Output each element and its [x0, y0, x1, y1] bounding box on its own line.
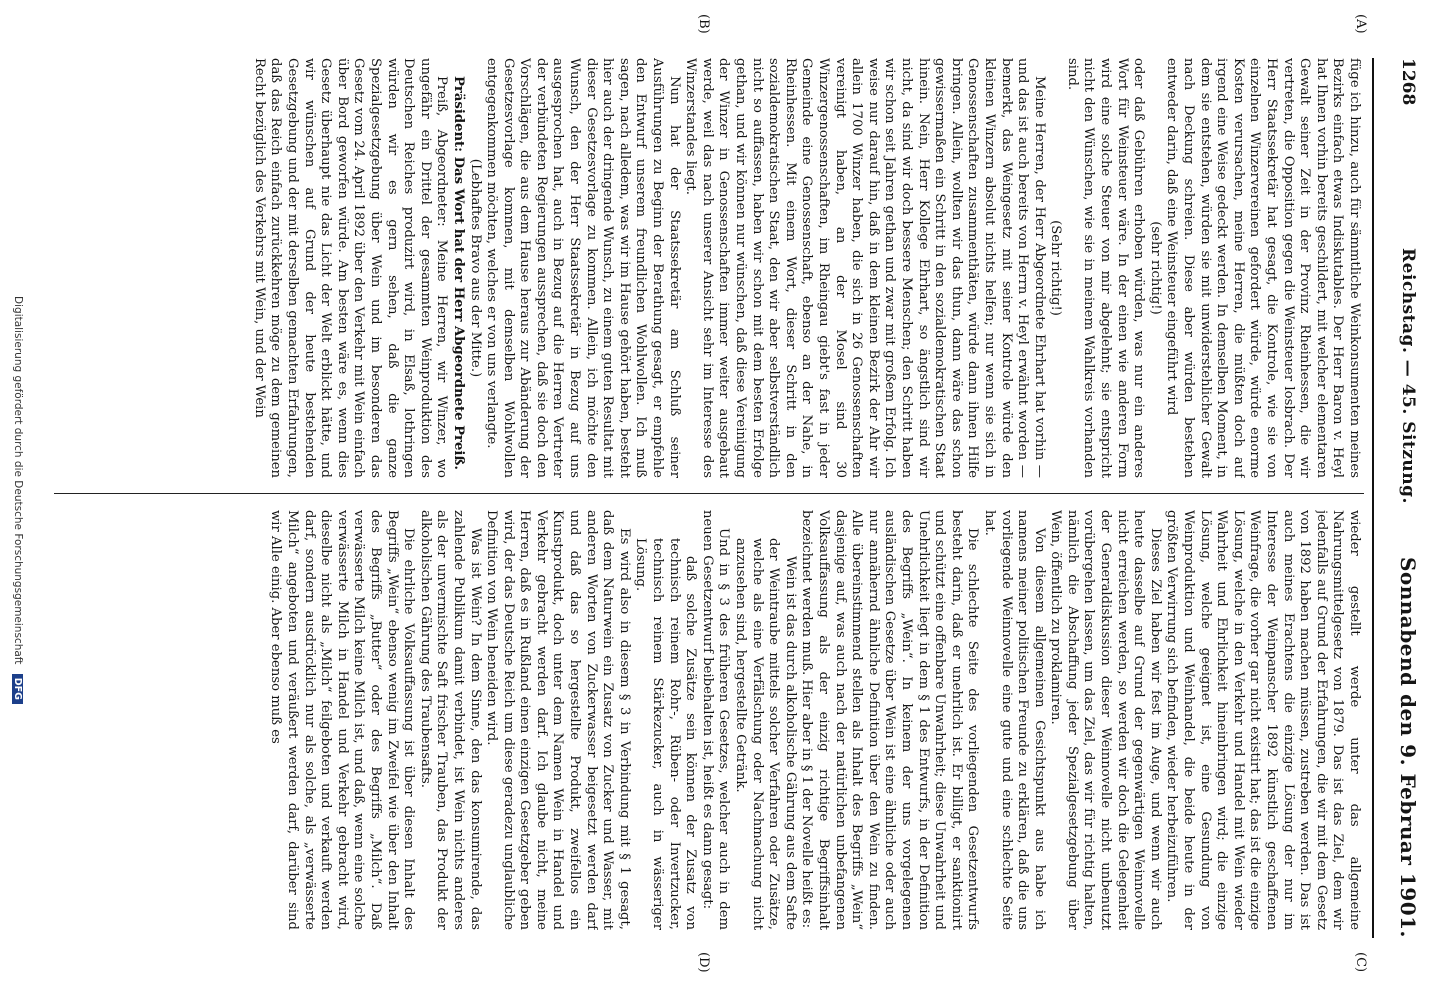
interjection: (sehr richtig!) [1147, 221, 1163, 315]
interjection: (Sehr richtig!) [1048, 220, 1064, 316]
paragraph: wieder gestellt werde unter das allgemeine Nahrungsmittelgesetz von 1879. Das ist das Ziel, dem wir jedenfalls auf Grund der Erfahrungen, die wir mit dem Gesetz von 1892 haben machen müssen, zustreben werden. Das ist auch meines Erachtens die einzige Lösung der nur im Interesse der Weinpanscher 1892 künstlich geschaffenen Weinfrage, die vorher gar nicht existirt hat; das ist die einzige Lösung, welche in den Verkehr und Handel mit Wein wieder Wahrheit und Ehrlichkeit hineinbringen wird; die einzige Lösung, welche geeignet ist, eine Gesundung von Weinproduktion und Weinhandel, die beide heute in der größten Verwirrung sich befinden, wieder herbeizuführen. [1164, 510, 1362, 930]
quoted-definition: daß solche Zusätze sein können der Zusatz von technisch reinem Rohr-, Rüben- oder Invertzucker, technisch reinem Stärkezucker, auch in wässeriger Lösung. [633, 538, 699, 930]
paragraph: Von diesem allgemeinen Gesichtspunkt aus habe ich namens meiner politischen Freunde zu erklären, daß die uns vorliegende Weinnovelle eine gute und eine schlechte Seite hat. [981, 510, 1047, 930]
paragraph: Die schlechte Seite des vorliegenden Gesetzentwurfs besteht darin, daß er unehrlich ist. Er billigt, er sanktionirt und schützt eine offenbare Unwahrheit; diese Unwahrheit und Unehrlichkeit liegt in dem § 1 des Entwurfs, in der Definition des Begriffs „Wein“. In keinem der uns vorgelegenen ausländischen Gesetze über Wein ist eine ähnliche oder auch nur annähernd ähnliche Definition über den Wein zu finden. Alle übereinstimmend stellen als Inhalt des Begriffs „Wein“ dasjenige auf, was auch nach der natürlichen unbefangenen Volksauffassung als der einzig richtige Begriffsinhalt bezeichnet werden muß. Hier aber in § 1 der Novelle heißt es: [799, 510, 981, 930]
speech-paragraph: Preiß, Abgeordneter: Meine Herren, wir Winzer, wo ungefähr ein Drittel der gesammten Weinproduktion des Deutschen Reiches produzirt wird, in Elsaß, lothringen würden wir es gern sehen, daß die ganze Spezialgesetzgebung über Wein und im besonderen das Gesetz vom 24. April 1892 über den Verkehr mit Wein einfach über Bord geworfen würde. Am besten wäre es, wenn dies Gesetz überhaupt nie das Licht der Welt erblickt hätte, und wir wünschen auf Grund der heute bestehenden Gesetzgebung und der mit derselben gemachten Erfahrungen, daß das Reich einfach zurückkehren möge zu dem gemeinen Recht bezüglich des Verkehrs mit Wein, und der Wein [251, 58, 450, 478]
paragraph: Nun hat der Staatssekretär am Schluß seiner Ausführungen zu Beginn der Berathung gesagt, er empfehle den Entwurf unserem freundlichen Wohlwollen. Ich muß sagen, nach alledem, was wir im Hause gehört haben, besteht hier auch der dringende Wunsch, zu einem guten Resultat mit dieser Gesetzesvorlage zu kommen. Allein, ich möchte den Wunsch, den der Herr Staatssekretär in Bezug auf uns ausgesprochen hat, auch in Bezug auf die Herren Vertreter der verbündeten Regierungen aussprechen, daß sie doch den Vorschlägen, die aus dem Hause heraus zur Abänderung der Gesetzesvorlage kommen, mit demselben Wohlwollen entgegenkommen möchten, welches er von uns verlangte. [484, 58, 682, 478]
credit-text: Digitalisierung gefördert durch die Deutsche Forschungsgemeinschaft [12, 296, 24, 665]
paragraph: oder daß Gebühren erhoben würden, was nur ein anderes Wort für Weinsteuer wäre. In der einen wie anderen Form wird eine solche Steuer von mir abgelehnt; sie entspricht nicht den Wünschen, wie sie in meinem Wahlkreis vorhanden sind. [1064, 58, 1147, 478]
paragraph: füge ich hinzu, auch für sämmtliche Weinkonsumenten meines Bezirks einfach etwas Indiskutables. Der Herr Baron v. Heyl hat Ihnen vorhin bereits geschildert, mit welcher elementaren Gewalt seiner Zeit in der Provinz Rheinhessen, die wir vertreten, die Opposition gegen die Weinsteuer losbrach. Der Herr Staatssekretär hat gesagt, die Kontrole, wie sie von einzelnen Winzervereinen gefordert würde, würde enorme Kosten verursachen, meine Herren, die müßten doch auf irgend eine Weise gedeckt werden. In demselben Moment, in dem sie entstehen, würden sie mit unwiderstehlicher Gewalt nach Deckung schreien. Diese aber würden bestehen entweder darin, daß eine Weinsteuer eingeführt wird [1164, 58, 1362, 478]
paragraph: Dieses Ziel haben wir fest im Auge, und wenn wir auch heute dasselbe auf Grund der gegenwärtigen Weinnovelle nicht erreichen werden, so werden wir doch die Gelegenheit der Generaldiskussion dieser Weinnovelle nicht unbenutzt vorübergehen lassen, um das Ziel, das wir für richtig halten, nämlich die Abschaffung jeder Spezialgesetzgebung über Wein, öffentlich zu proklamiren. [1048, 510, 1163, 930]
session-title: Reichstag. — 45. Sitzung. [1398, 248, 1418, 504]
paragraph: Was ist Wein? In dem Sinne, den das konsumirende, das zahlende Publikum damit verbindet, ist Wein nichts anderes als der unvermischte Saft frischer Trauben, das Produkt der alkoholischen Gährung des Traubensafts. [417, 510, 483, 930]
session-date: Sonnabend den 9. Februar 1901. [1396, 556, 1420, 938]
president-line: Präsident: Das Wort hat der Herr Abgeordnete Preiß. [450, 76, 466, 471]
paragraph: Es wird also in diesem § 3 in Verbindung mit § 1 gesagt, daß dem Naturwein ein Zusatz von Zucker und Wasser, mit anderen Worten von Zuckerwasser beigesetzt werden darf und daß das so hergestellte Produkt, zweifellos ein Kunstprodukt, doch unter dem Namen Wein in Handel und Verkehr gebracht werden darf. Ich glaube nicht, meine Herren, daß es in Rußland einen einzigen Gesetzgeber geben wird, der das Deutsche Reich um diese geradezu unglaubliche Definition von Wein beneiden wird. [484, 510, 632, 930]
right-column [52, 510, 1362, 930]
paragraph: Meine Herren, der Herr Abgeordnete Ehrhart hat vorhin — und das ist auch bereits von Herrn v. Heyl erwähnt worden — bemerkt, das Weingesetz mit seiner Kontrole würde den kleinen Winzern absolut nichts helfen; nur wenn sie sich in Genossenschaften zusammenthäten, würde dann ihnen Hilfe bringen. Allein, wollten wir das thun, dann wäre das schon gewissermaßen ein Schritt in den sozialdemokratischen Staat hinein. Nein, Herr Kollege Ehrhart, so ängstlich sind wir nicht, da sind wir doch bessere Menschen; den Schritt haben wir schon seit Jahren gethan und zwar mit großem Erfolg. Ich weise nur darauf hin, daß in dem kleinen Bezirk der Ahr wir allein 1700 Winzer haben, die sich in 26 Genossenschaften vereinigt haben, an der Mosel sind 30 Winzergenossenschaften, im Rheingau giebt's fast in jeder Gemeinde eine Genossenschaft, ebenso an der Nahe, in Rheinhessen. Mit einem Wort, dieser Schritt in den sozialdemokratischen Staat, den wir aber selbstverständlich nicht so auffassen, haben wir schon mit dem besten Erfolge gethan, und wir können nur wünschen, daß diese Vereinigung der Winzer in Genossenschaften immer weiter ausgebaut werde, weil das nach unserer Ansicht sehr im Interesse des Winzerstandes liegt. [683, 58, 1047, 478]
left-column [52, 58, 1362, 478]
quoted-definition: Wein ist das durch alkoholische Gährung aus dem Safte der Weintraube mittels solcher Verfahren oder Zusätze, welche als eine Verfälschung oder Nachmachung nicht anzusehen sind, hergestellte Getränk. [733, 538, 798, 930]
margin-mark-c: (C) [1353, 952, 1368, 973]
header-rule [1372, 58, 1374, 938]
paragraph: Und in § 3 des früheren Gesetzes, welcher auch in dem neuen Gesetzentwurf beibehalten ist, heißt es dann gesagt: [699, 510, 732, 930]
digitization-credit [12, 0, 24, 1000]
column-divider [54, 493, 1364, 494]
margin-mark-a: (A) [1353, 14, 1368, 34]
page-number: 1268 [1398, 58, 1418, 106]
dfg-logo: DFG [12, 674, 23, 704]
margin-mark-d: (D) [696, 952, 711, 973]
page-header [1388, 58, 1422, 938]
paragraph: Die ehrliche Volksauffassung ist über diesen Inhalt des Begriffs „Wein“ ebenso wenig im Zweifel wie über den Inhalt des Begriffs „Butter“ oder des Begriffs „Milch“. Daß verwässerte Milch keine Milch ist, und daß, wenn eine solche verwässerte Milch in Handel und Verkehr gebracht wird, dieselbe nicht als „Milch“ feilgeboten und verkauft werden darf, sondern ausdrücklich nur als solche, als „verwässerte Milch“ angeboten und veräußert werden darf, darüber sind wir Alle einig. Aber ebenso muß es [268, 510, 417, 930]
margin-mark-b: (B) [696, 14, 711, 34]
applause-note: (Lebhaftes Bravo aus der Mitte.) [467, 158, 483, 378]
